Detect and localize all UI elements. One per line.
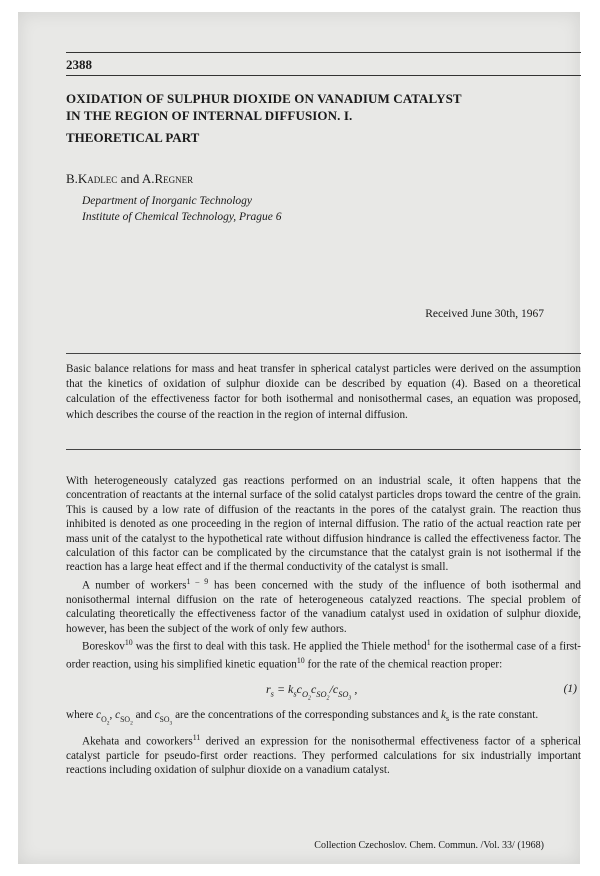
- paragraph-1: With heterogeneously catalyzed gas reactions performed on an industrial scale, it often happens that the concentration of reactants at the internal surface of the solid catalyst particles drops toward the centre of the grain. This is caused by a low rate of diffusion of the reactants in the pores of the catalyst grain. The reaction thus inhibited is denoted as one proceeding in the region of internal diffusion. The ratio of the actual reaction rate per mass unit of the catalyst to the hypothetical rate without diffusion hindrance is called the effectiveness factor. The calculation of this factor can be complicated by the circumstance that the catalyst grain is not isothermal if the reaction has a large heat effect and if the thermal conductivity of the catalyst is small.: [66, 475, 581, 574]
- affiliation: [82, 193, 282, 225]
- equation-formula: $r_s = k_sc_{O_2}c_{SO_2}/c_{SO_3}$ ,: [266, 682, 358, 702]
- paragraph-4: where $c_{O_2}$, $c_{SO_2}$ and $c_{SO_3}$ are the concentrations of the corresponding substances and $k_s$ is the rate constant.: [66, 709, 539, 727]
- page-number: 2388: [66, 57, 92, 72]
- title-line-2: IN THE REGION OF INTERNAL DIFFUSION. I.: [66, 108, 353, 123]
- article-body: [66, 474, 581, 778]
- citation: 11: [192, 732, 201, 742]
- header-rule: [66, 75, 581, 76]
- citation: 10: [296, 656, 305, 666]
- citation: 10: [124, 638, 133, 648]
- article-subtitle: THEORETICAL PART: [66, 130, 200, 145]
- journal-footer: Collection Czechoslov. Chem. Commun. /Vol. 33/ (1968): [314, 840, 544, 851]
- received-date: Received June 30th, 1967: [425, 308, 544, 320]
- affiliation-line-1: Department of Inorganic Technology: [82, 195, 253, 207]
- authors: B.Kadlec and A.Regner: [66, 171, 194, 186]
- equation-1: [66, 674, 581, 708]
- citation: 1 – 9: [186, 576, 209, 586]
- author-kadlec: Kadlec: [77, 171, 118, 186]
- affiliation-line-2: Institute of Chemical Technology, Prague 6: [82, 211, 282, 223]
- top-rule: [66, 52, 581, 53]
- equation-number: (1): [563, 683, 577, 696]
- citation: 1: [426, 638, 431, 648]
- paragraph-3: Boreskov$^{10}$ was the first to deal with this task. He applied the Thiele method$^1$ for the isothermal case of a first-order reaction, using his simplified kinetic equation$^{10}$ for the rate of the chemical reaction proper:: [66, 638, 581, 672]
- abstract-bottom-rule: [66, 449, 581, 450]
- author-regner: Regner: [154, 171, 194, 186]
- paper-page: [18, 12, 580, 864]
- paragraph-5: Akehata and coworkers$^{11}$ derived an expression for the nonisothermal effectiveness factor of a spherical catalyst particle for pseudo-first order reactions. They performed calculations for six industrially important reactions including oxidation of sulphur dioxide on a vanadium catalyst.: [66, 732, 581, 777]
- abstract-top-rule: [66, 353, 581, 354]
- paragraph-2: A number of workers$^{1 - 9}$ has been concerned with the study of the influence of both isothermal and nonisothermal internal diffusion on the rate of heterogeneous catalyzed reactions. The special problem of calculating theoretically the effectiveness factor of the vanadium catalyst used in oxidation of sulphur dioxide, however, has been the subject of the work of only few authors.: [66, 576, 581, 635]
- abstract: Basic balance relations for mass and heat transfer in spherical catalyst particles were derived on the assumption that the kinetics of oxidation of sulphur dioxide can be described by equation (4). Based on a theoretical calculation of the effectiveness factor for both isothermal and nonisothermal cases, an equation was proposed, which describes the course of the reaction in the region of internal diffusion.: [66, 363, 581, 421]
- article-title: [66, 90, 581, 124]
- title-line-1: OXIDATION OF SULPHUR DIOXIDE ON VANADIUM CATALYST: [66, 91, 462, 106]
